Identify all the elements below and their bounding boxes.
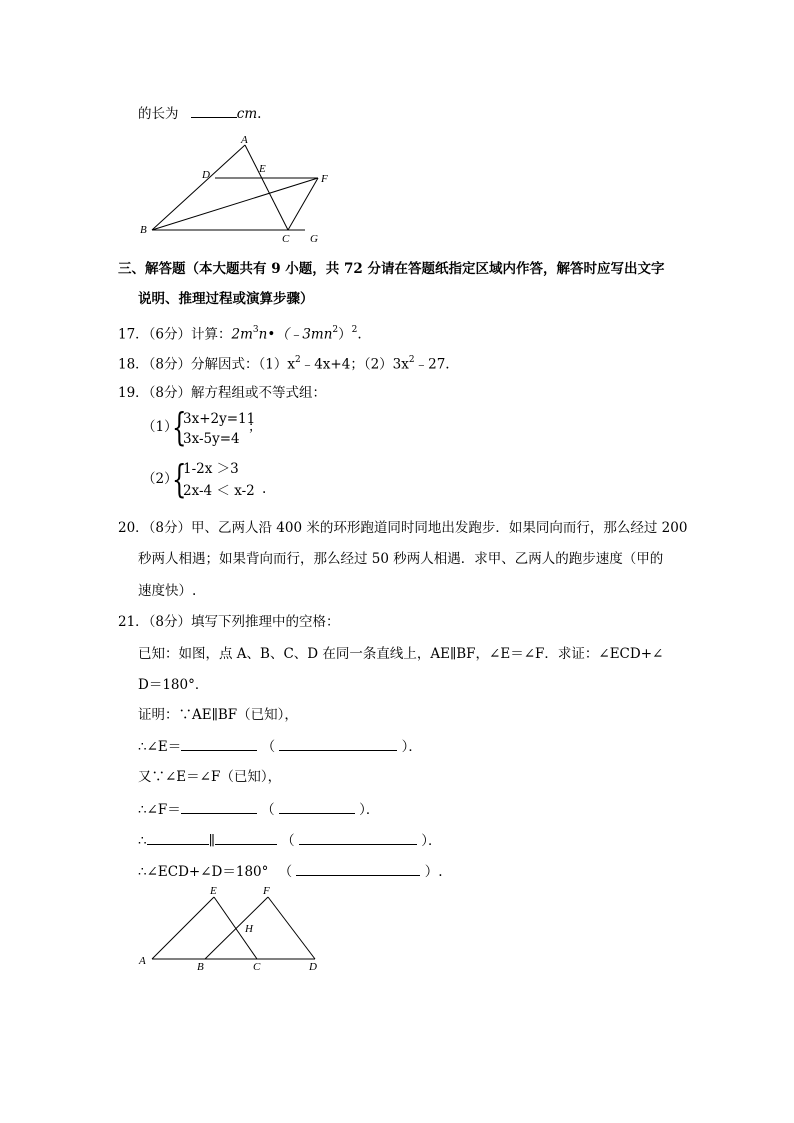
q19-part1-end: ； — [248, 419, 262, 435]
q18-exp2: 2 — [408, 355, 415, 365]
q21-step4-blank-line1[interactable] — [147, 831, 209, 845]
label-b: B — [140, 224, 147, 236]
q21-step3-text: ∴∠F＝ — [138, 802, 181, 818]
q16-answer-blank[interactable] — [191, 104, 237, 118]
section3-title-line2: 说明、推理过程或演算步骤） — [138, 291, 314, 307]
question-20-line1: 20．（8分）甲、乙两人沿 400 米的环形跑道同时同地出发跑步．如果同向而行，那么经过 200 — [118, 520, 688, 536]
q21-step1-text: ∴∠E＝ — [138, 739, 182, 755]
figure-parallelogram — [135, 134, 355, 244]
q21-step5-close: ）. — [424, 864, 443, 880]
label-c: C — [282, 233, 290, 244]
q21-step3-blank-angle[interactable] — [181, 800, 257, 814]
q16-end: . — [257, 106, 262, 122]
q21-step3-close: ）． — [359, 802, 380, 818]
q21-step1-blank-reason[interactable] — [279, 737, 397, 751]
label-d: D — [202, 169, 210, 181]
q19-part1-eq2: 3x-5y=4 — [183, 431, 240, 447]
q21-given-line2: D＝180°． — [138, 677, 209, 693]
question-20-line2: 秒两人相遇；如果背向而行，那么经过 50 秒两人相遇．求甲、乙两人的跑步速度（甲的 — [138, 551, 664, 567]
segment-fd — [268, 897, 315, 959]
figure-two-triangles — [135, 884, 335, 974]
q17-term-c: ） — [338, 326, 352, 343]
q21-step4-blank-line2[interactable] — [215, 831, 277, 845]
q21-step1-close: ）． — [401, 739, 422, 755]
q21-given-line1: 已知：如图，点 A、B、C、D 在同一条直线上，AE∥BF，∠E＝∠F．求证：∠ECD+∠ — [138, 646, 664, 662]
label-a: A — [241, 134, 248, 146]
label-f: F — [321, 173, 328, 185]
q17-exp-c: 2 — [351, 325, 358, 335]
q21-step4 — [138, 831, 441, 850]
q17-end: . — [357, 326, 362, 343]
q19-part1-eq1: 3x+2y=11 — [183, 411, 256, 427]
q19-part1-brace: { — [172, 405, 187, 449]
q19-part2-brace: { — [172, 457, 187, 501]
q18-exp1: 2 — [294, 355, 301, 365]
label-d2: D — [309, 961, 317, 973]
segment-ae — [152, 897, 214, 959]
label-c2: C — [253, 961, 261, 973]
q19-part2-ineq1: 1-2x ＞3 — [183, 461, 239, 477]
q21-step5 — [138, 862, 443, 881]
q16-answer-line — [138, 104, 261, 123]
label-e2: E — [210, 885, 217, 897]
q17-term-a: 2m — [231, 326, 253, 343]
label-h: H — [245, 923, 253, 935]
q21-step4-blank-reason[interactable] — [299, 831, 417, 845]
q21-step3 — [138, 800, 379, 819]
question-17 — [118, 322, 362, 344]
q18-end: ﹣27. — [414, 356, 450, 373]
segment-bf — [152, 178, 318, 230]
q21-step5-text: ∴∠ECD+∠D＝180° — [138, 864, 269, 880]
label-f2: F — [263, 885, 270, 897]
segment-ac — [245, 145, 288, 230]
segment-ba — [152, 145, 245, 230]
question-18 — [118, 352, 450, 374]
label-g: G — [310, 233, 318, 244]
q19-part2-end: . — [262, 481, 267, 497]
q21-step4-close: ）． — [421, 833, 442, 849]
q19-part2-label: （2） — [142, 471, 178, 487]
q21-step3-open: （ — [261, 802, 275, 818]
label-a2: A — [139, 955, 146, 967]
q21-step5-blank-reason[interactable] — [296, 862, 420, 876]
q17-exp-b: 2 — [332, 325, 339, 335]
question-20-line3: 速度快）. — [138, 583, 197, 599]
q16-unit: cm — [236, 106, 258, 122]
segment-bf — [205, 897, 268, 959]
q19-part1-label: （1） — [142, 419, 178, 435]
q17-exp-a: 3 — [252, 325, 259, 335]
q21-proof-line1: 证明：∵AE∥BF（已知）， — [138, 707, 298, 723]
q21-step4-therefore: ∴ — [138, 833, 147, 849]
q21-step4-open: （ — [281, 833, 295, 849]
q21-step4-parallel: ∥ — [208, 833, 215, 849]
q18-part2: ﹣4x+4；（2）3x — [300, 356, 409, 373]
q21-step1-open: （ — [261, 739, 276, 755]
section3-title-line1: 三、解答题（本大题共有 9 小题，共 72 分请在答题纸指定区域内作答，解答时应写出文字 — [118, 261, 665, 277]
q21-step2: 又∵∠E＝∠F（已知）， — [138, 769, 282, 785]
q21-step3-blank-reason[interactable] — [279, 800, 355, 814]
q21-step1 — [138, 737, 422, 756]
q21-step5-open: （ — [278, 864, 293, 880]
question-21-header: 21．（8分）填写下列推理中的空格： — [118, 614, 340, 630]
q16-prefix: 的长为 — [138, 106, 179, 122]
question-19-header: 19．（8分）解方程组或不等式组： — [118, 385, 327, 401]
q17-term-b: n•（﹣3mn — [258, 326, 333, 343]
label-e: E — [259, 163, 266, 175]
q19-part2-ineq2: 2x-4 ＜ x-2 — [183, 483, 255, 499]
q21-step1-blank-angle[interactable] — [181, 737, 257, 751]
label-b2: B — [197, 961, 204, 973]
q18-part1: 18．（8分）分解因式：（1）x — [118, 356, 295, 373]
q17-number: 17．（6分）计算： — [118, 326, 232, 343]
